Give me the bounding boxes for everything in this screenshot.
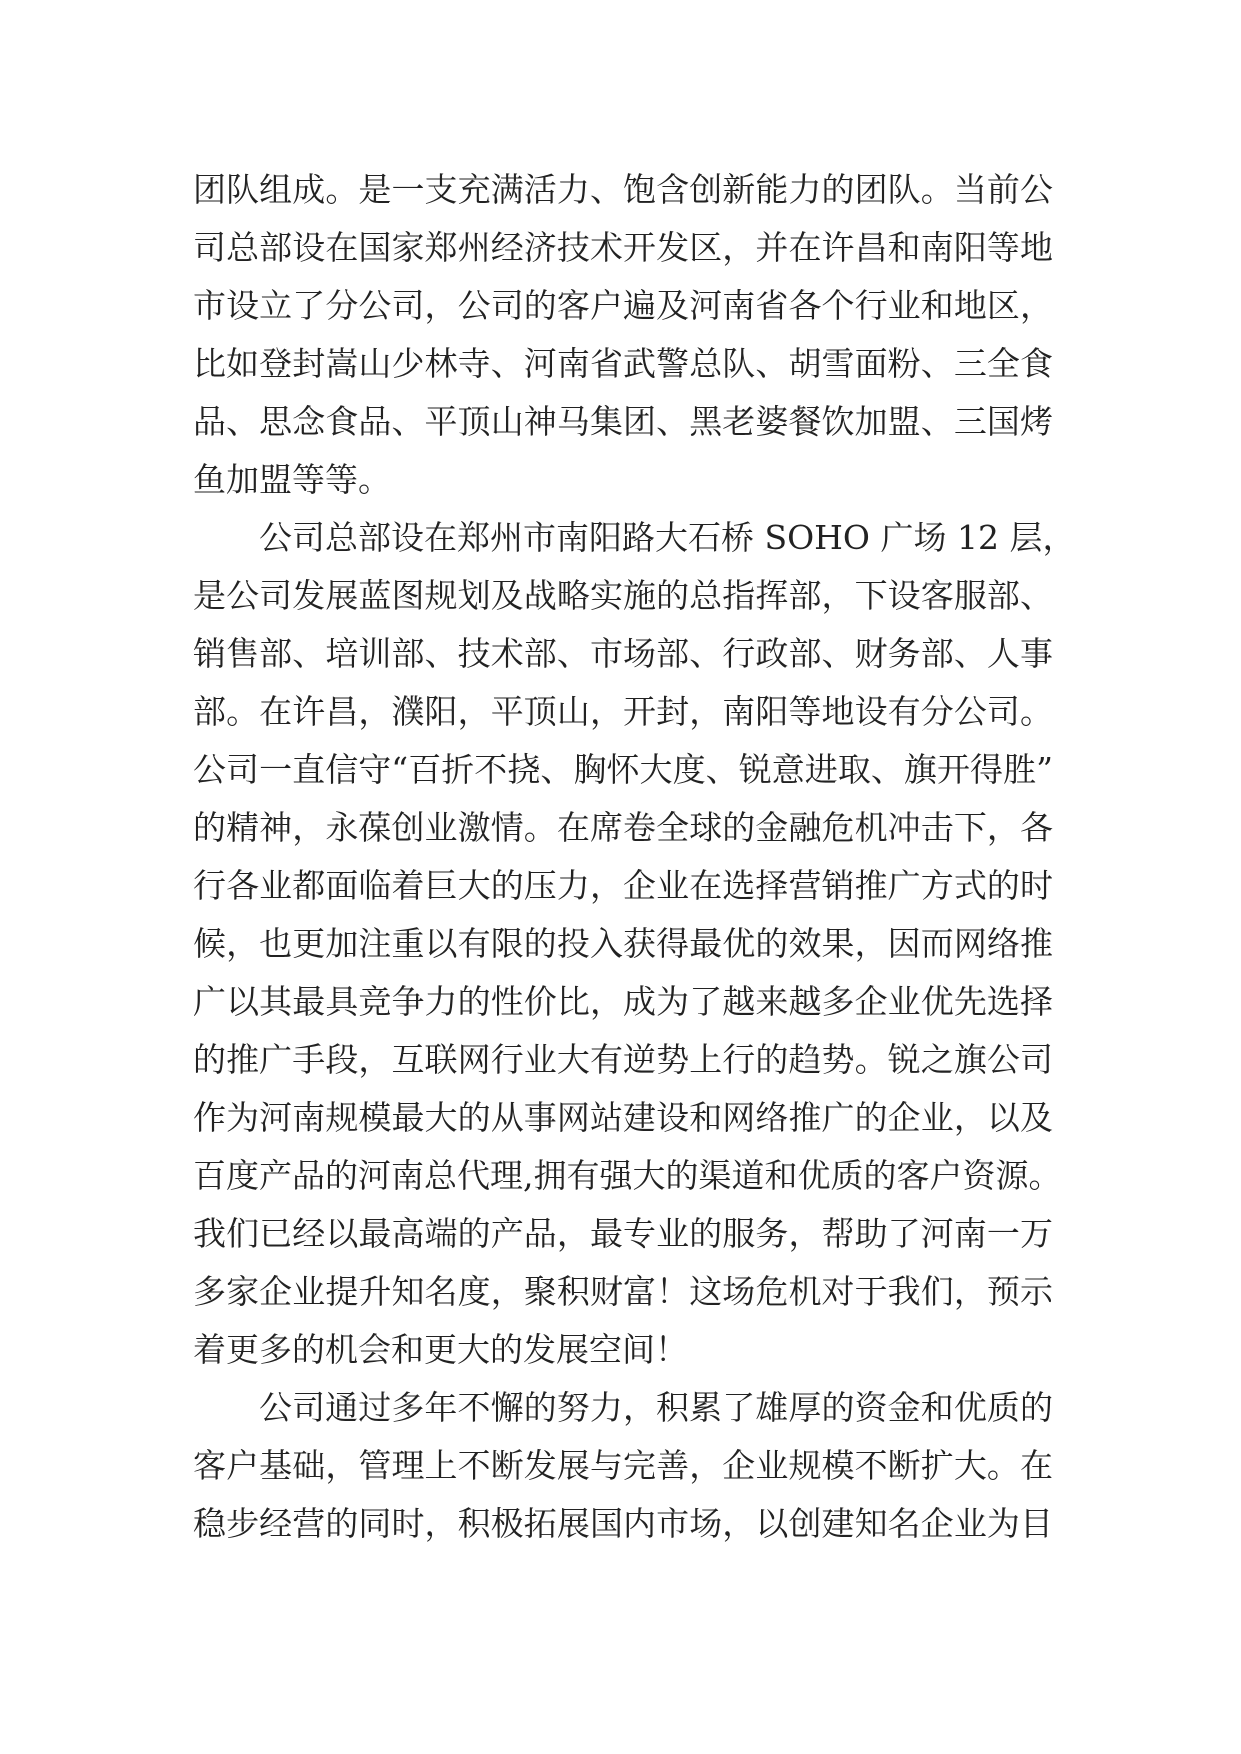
text-line: 稳步经营的同时，积极拓展国内市场，以创建知名企业为目: [193, 1504, 1053, 1543]
text-line: 百度产品的河南总代理,拥有强大的渠道和优质的客户资源。: [193, 1156, 1062, 1195]
text-line: 销售部、培训部、技术部、市场部、行政部、财务部、人事: [193, 634, 1053, 673]
text-line: 着更多的机会和更大的发展空间！: [193, 1330, 688, 1369]
text-line: 多家企业提升知名度，聚积财富！这场危机对于我们，预示: [193, 1272, 1053, 1311]
text-line: 作为河南规模最大的从事网站建设和网络推广的企业，以及: [193, 1098, 1053, 1137]
text-line: 的精神，永葆创业激情。在席卷全球的金融危机冲击下，各: [193, 808, 1053, 847]
paragraph-3: [193, 1379, 1053, 1553]
body-text: [193, 161, 1076, 1553]
text-line: 公司一直信守“百折不挠、胸怀大度、锐意进取、旗开得胜”: [193, 750, 1053, 789]
text-line: 比如登封嵩山少林寺、河南省武警总队、胡雪面粉、三全食: [193, 344, 1053, 383]
text-line: 部。在许昌，濮阳，平顶山，开封，南阳等地设有分公司。: [193, 692, 1053, 731]
text-line: 我们已经以最高端的产品，最专业的服务，帮助了河南一万: [193, 1214, 1053, 1253]
text-line: 广以其最具竞争力的性价比，成为了越来越多企业优先选择: [193, 982, 1053, 1021]
text-line: 客户基础，管理上不断发展与完善，企业规模不断扩大。在: [193, 1446, 1053, 1485]
text-line: 候，也更加注重以有限的投入获得最优的效果，因而网络推: [193, 924, 1053, 963]
text-line: 公司通过多年不懈的努力，积累了雄厚的资金和优质的: [259, 1388, 1053, 1427]
text-line: 品、思念食品、平顶山神马集团、黑老婆餐饮加盟、三国烤: [193, 402, 1053, 441]
text-line: 公司总部设在郑州市南阳路大石桥 SOHO 广场 12 层，: [259, 518, 1076, 557]
text-line: 市设立了分公司，公司的客户遍及河南省各个行业和地区，: [193, 286, 1053, 325]
text-line: 行各业都面临着巨大的压力，企业在选择营销推广方式的时: [193, 866, 1053, 905]
text-line: 鱼加盟等等。: [193, 460, 391, 499]
text-line: 是公司发展蓝图规划及战略实施的总指挥部，下设客服部、: [193, 576, 1053, 615]
paragraph-2: [193, 509, 1076, 1379]
text-line: 的推广手段，互联网行业大有逆势上行的趋势。锐之旗公司: [193, 1040, 1053, 1079]
text-line: 团队组成。是一支充满活力、饱含创新能力的团队。当前公: [193, 170, 1053, 209]
text-line: 司总部设在国家郑州经济技术开发区，并在许昌和南阳等地: [193, 228, 1053, 267]
paragraph-1: [193, 161, 1053, 509]
